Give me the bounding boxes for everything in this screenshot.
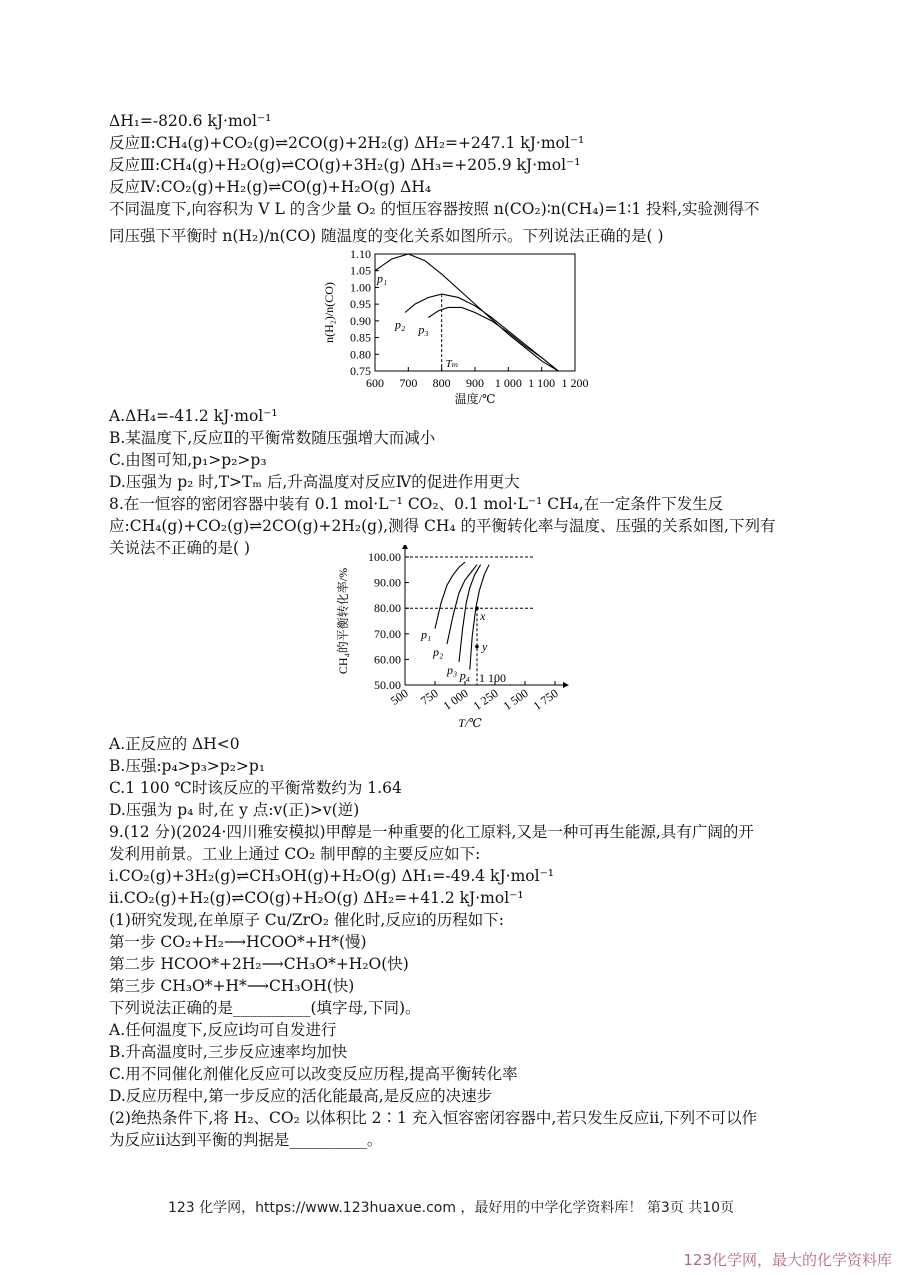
tm-label: Tₘ	[445, 358, 459, 370]
series-label-2: p₂	[433, 645, 444, 660]
y-tick-label: 1.05	[350, 263, 371, 278]
series-line-1	[435, 562, 465, 629]
text-line-l21: ⅱ.CO₂(g)+H₂(g)⇌CO(g)+H₂O(g) ΔH₂=+41.2 kJ·mol⁻¹	[109, 889, 524, 907]
text-line-l31: (2)绝热条件下,将 H₂、CO₂ 以体积比 2∶1 充入恒容密闭容器中,若只发生反应ⅱ,下列不可以作	[109, 1109, 758, 1127]
page-footer: 123 化学网，https://www.123huaxue.com ，最好用的中学化学资料库！ 第3页 共10页	[167, 1200, 735, 1216]
series-label-3: p₃	[447, 662, 458, 677]
x-tick-label: 1 500	[500, 685, 531, 713]
watermark: 123化学网，最大的化学资料库	[683, 1251, 892, 1269]
y-tick-label: 0.85	[350, 330, 371, 345]
x-tick-label: 700	[399, 376, 418, 390]
text-line-l10: D.压强为 p₂ 时,T>Tₘ 后,升高温度对反应Ⅳ的促进作用更大	[109, 473, 520, 491]
x-tick-label: 1 250	[470, 685, 501, 713]
y-tick-label: 1.10	[350, 247, 371, 261]
y-axis-label: n(H₂)/n(CO)	[322, 282, 336, 343]
y-tick-label: 0.95	[350, 297, 371, 312]
text-line-l15: B.压强:p₄>p₃>p₂>p₁	[109, 757, 266, 775]
text-line-l3: 反应Ⅲ:CH₄(g)+H₂O(g)⇌CO(g)+3H₂(g) ΔH₃=+205.9 kJ·mol⁻¹	[109, 156, 581, 174]
series-label-1: p₁	[421, 627, 432, 642]
x-tick-label: 1 100	[528, 376, 556, 390]
series-line-1	[375, 254, 558, 371]
y-tick-label: 0.90	[350, 313, 371, 328]
y-tick-label: 90.00	[374, 575, 401, 590]
text-line-l32: 为反应ⅱ达到平衡的判据是__________。	[109, 1131, 383, 1149]
x-axis-label: 温度/℃	[454, 392, 496, 406]
text-line-l8: B.某温度下,反应Ⅱ的平衡常数随压强增大而减小	[109, 429, 436, 447]
text-line-l27: A.任何温度下,反应ⅰ均可自发进行	[109, 1021, 337, 1039]
y-tick-label: 70.00	[374, 626, 401, 641]
x-axis-label: T/℃	[458, 716, 482, 730]
x-tick-label: 750	[417, 685, 441, 708]
y-tick-label: 60.00	[374, 652, 401, 667]
x-tick-label: 600	[366, 376, 384, 390]
text-line-l28: B.升高温度时,三步反应速率均加快	[109, 1043, 348, 1061]
text-line-l11: 8.在一恒容的密闭容器中装有 0.1 mol·L⁻¹ CO₂、0.1 mol·L⁻¹ CH₄,在一定条件下发生反	[109, 495, 724, 513]
x-tick-label: 1 000	[494, 376, 522, 390]
point-y	[475, 645, 479, 649]
text-line-l24: 第二步 HCOO*+2H₂⟶CH₃O*+H₂O(快)	[109, 955, 409, 973]
text-line-l7: A.ΔH₄=-41.2 kJ·mol⁻¹	[109, 407, 278, 425]
text-line-l2: 反应Ⅱ:CH₄(g)+CO₂(g)⇌2CO(g)+2H₂(g) ΔH₂=+247.1 kJ·mol⁻¹	[109, 134, 585, 152]
point-y-label: y	[482, 639, 488, 654]
y-axis-arrow	[402, 545, 408, 549]
x-tick-label: 1 750	[530, 685, 561, 713]
text-line-l17: D.压强为 p₄ 时,在 y 点:v(正)>v(逆)	[109, 801, 360, 819]
x-tick-label: 1 000	[440, 685, 471, 713]
y-tick-label: 0.80	[350, 347, 371, 362]
x-axis-arrow	[563, 682, 569, 688]
series-label-4: p₄	[459, 668, 470, 683]
text-line-l20: ⅰ.CO₂(g)+3H₂(g)⇌CH₃OH(g)+H₂O(g) ΔH₁=-49.4 kJ·mol⁻¹	[109, 867, 554, 885]
text-line-l26: 下列说法正确的是__________(填字母,下同)。	[109, 999, 421, 1017]
series-label-1: p₁	[377, 271, 388, 286]
point-1100-label: 1 100	[479, 671, 506, 685]
text-line-l25: 第三步 CH₃O*+H*⟶CH₃OH(快)	[109, 977, 355, 995]
y-tick-label: 1.00	[350, 280, 371, 295]
text-line-l4: 反应Ⅳ:CO₂(g)+H₂(g)⇌CO(g)+H₂O(g) ΔH₄	[109, 178, 432, 196]
series-label-3: p₃	[418, 322, 429, 337]
text-line-l29: C.用不同催化剂催化反应可以改变反应历程,提高平衡转化率	[109, 1065, 518, 1083]
y-tick-label: 80.00	[374, 601, 401, 616]
text-line-l19: 发利用前景。工业上通过 CO₂ 制甲醇的主要反应如下:	[109, 845, 481, 863]
series-label-2: p₂	[395, 317, 406, 332]
x-tick-label: 800	[432, 376, 451, 390]
text-line-l18: 9.(12 分)(2024·四川雅安模拟)甲醇是一种重要的化工原料,又是一种可再生能源,具有广阔的开	[109, 823, 754, 841]
x-tick-label: 900	[466, 376, 484, 390]
text-line-l9: C.由图可知,p₁>p₂>p₃	[109, 451, 267, 469]
y-axis-label: CH₄的平衡转化率/%	[336, 567, 350, 675]
text-line-l16: C.1 100 ℃时该反应的平衡常数约为 1.64	[109, 779, 402, 797]
x-tick-label: 500	[387, 685, 411, 708]
text-line-l14: A.正反应的 ΔH<0	[109, 735, 240, 753]
x-tick-label: 1 200	[561, 376, 589, 390]
chart-ch4-conversion	[330, 545, 570, 734]
text-line-l6: 同压强下平衡时 n(H₂)/n(CO) 随温度的变化关系如图所示。下列说法正确的是( )	[109, 227, 664, 245]
y-tick-label: 100.00	[368, 550, 401, 564]
text-line-l23: 第一步 CO₂+H₂⟶HCOO*+H*(慢)	[109, 933, 367, 951]
text-line-l5: 不同温度下,向容积为 V L 的含少量 O₂ 的恒压容器按照 n(CO₂)∶n(CH₄)=1∶1 投料,实验测得不	[109, 200, 760, 218]
text-line-l30: D.反应历程中,第一步反应的活化能最高,是反应的决速步	[109, 1087, 493, 1105]
y-tick-label: 0.75	[350, 364, 371, 378]
text-line-l13: 关说法不正确的是( )	[109, 539, 251, 557]
text-line-l22: (1)研究发现,在单原子 Cu/ZrO₂ 催化时,反应ⅰ的历程如下:	[109, 911, 505, 929]
y-tick-label: 50.00	[374, 678, 401, 692]
point-x-label: x	[480, 609, 486, 624]
text-line-l12: 应:CH₄(g)+CO₂(g)⇌2CO(g)+2H₂(g),测得 CH₄ 的平衡转化率与温度、压强的关系如图,下列有	[109, 517, 776, 535]
chart-h2-co-ratio	[320, 246, 610, 410]
text-line-l1: ΔH₁=-820.6 kJ·mol⁻¹	[109, 112, 272, 130]
